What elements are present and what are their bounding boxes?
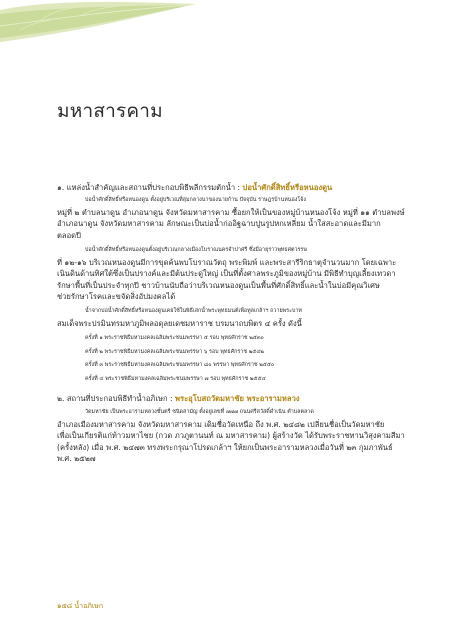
list-item: ครั้งที่ ๑ พระราชพิธีมหามงคลเฉลิมพระชนมพรรษา ๕ รอบ พุทธศักราช ๒๕๓๐ <box>85 335 264 341</box>
page-footer: ๑๕๘ น้ำอภิเษก <box>57 602 104 610</box>
section1-paragraph2-line3: เนินดินด้านทิศใต้ซึ่งเป็นปรางค์และมีต้นประดู่ใหญ่ เป็นที่ตั้งศาลพระภูมิของหมู่บ้าน มีพิธีทำบุญเลี้ยงเทวดา <box>57 269 396 278</box>
section1-paragraph2-line2: ที่ ๑๒-๑๖ บริเวณหนองดูนมีการขุดค้นพบโบราณวัตถุ พระพิมพ์ และพระสารีริกธาตุจำนวนมาก โดยเฉพาะ <box>57 257 397 267</box>
section2-paragraph-line4: (ครั้งหลัง) เมื่อ พ.ศ. ๒๔๗๓ ทรงพระกรุณาโปรดเกล้าฯ ให้ยกเป็นพระอารามหลวงเมื่อวันที่ ๒๓ กุมภาพันธ์ <box>57 442 393 452</box>
section1-paragraph3-line1: น้ำจากบ่อน้ำศักดิ์สิทธิ์หรือหนองดูนเคยใช้ในพิธีเสกน้ำพระพุทธมนต์เพื่อทูลเกล้าฯ ถวายพระบาท <box>85 308 302 314</box>
section1-paragraph2-line4: รักษาพื้นที่เป็นประจำทุกปี ชาวบ้านนับถือว่าบริเวณหนองดูนเป็นพื้นที่ศักดิ์สิทธิ์และน้ำในบ่อมีคุณวิเศษ <box>57 280 380 290</box>
list-item: ครั้งที่ ๓ พระราชพิธีมหามงคลเฉลิมพระชนมพรรษา ๘๐ พรรษา พุทธศักราช ๒๕๕๐ <box>85 362 275 368</box>
section2-paragraph-line3: เพื่อเป็นเกียรติแก่ท้าวมหาไชย (กวด ภวภูตานนท์ ณ มหาสารคาม) ผู้สร้างวัด ได้รับพระราชทานวิสุงคามสีมา <box>57 431 405 440</box>
section2-paragraph-line1: วัดมหาชัย เป็นพระอารามหลวงชั้นตรี ชนิดสามัญ ตั้งอยู่เลขที่ ๗๗๗ ถนนศรีสวัสดิ์ดำเนิน ตำบลตลาด <box>85 409 314 415</box>
section1-paragraph1-line3: อำเภอนาดูน จังหวัดมหาสารคาม ลักษณะเป็นบ่อน้ำก่ออิฐฉาบปูนรูปหกเหลี่ยม น้ำใสสะอาดและมีมาก <box>57 219 381 228</box>
page-title: มหาสารคาม <box>57 100 163 122</box>
section2-paragraph-line2: อำเภอเมืองมหาสารคาม จังหวัดมหาสารคาม เดิมชื่อวัดเหนือ ถึง พ.ศ. ๒๔๘๒ เปลี่ยนชื่อเป็นวัดมหาชัย <box>57 419 385 429</box>
section1-paragraph1-line1: บ่อน้ำศักดิ์สิทธิ์หรือหนองดูน ตั้งอยู่บริเวณที่ลุ่มกลางนาของนายก้าน ปัจจุบัน ราษฎรบ้านหนองโจ้ง <box>85 197 307 203</box>
section1-heading: ๑. แหล่งน้ำสำคัญและสถานที่ประกอบพิธีพลีกรรมตักน้ำ : บ่อน้ำศักดิ์สิทธิ์หรือหนองดูน <box>57 183 333 192</box>
section1-paragraph2-line5: ช่วยรักษาโรคและขจัดสิ่งอัปมงคลได้ <box>57 292 176 301</box>
section1-paragraph2-line1: บ่อน้ำศักดิ์สิทธิ์หรือหนองดูนตั้งอยู่บริเวณกลางเมืองโบราณนครจำปาศรี ซึ่งมีอายุราวพุทธศตวรรษ <box>85 247 307 253</box>
section1-paragraph1-line2: หมู่ที่ ๒ ตำบลนาดูน อำเภอนาดูน จังหวัดมหาสารคาม ซื้อยกให้เป็นของหมู่บ้านหนองโจ้ง หมู่ที่ ๑๑ ตำบลพงษ์ <box>57 207 405 217</box>
list-item: ครั้งที่ ๔ พระราชพิธีมหามงคลเฉลิมพระชนมพรรษา ๗ รอบ พุทธศักราช ๒๕๕๔ <box>85 375 266 382</box>
list-item: ครั้งที่ ๒ พระราชพิธีมหามงคลเฉลิมพระชนมพรรษา ๖ รอบ พุทธศักราช ๒๕๔๒ <box>85 348 264 355</box>
leaf-decoration-icon <box>0 0 196 42</box>
section2-paragraph-line5: พ.ศ. ๒๕๒๗ <box>57 454 96 463</box>
section2-heading: ๒. สถานที่ประกอบพิธีทำน้ำอภิเษก : พระอุโบสถวัดมหาชัย พระอารามหลวง <box>57 394 300 403</box>
section1-paragraph1-line4: ตลอดปี <box>57 230 81 240</box>
section1-paragraph3-line2: สมเด็จพระปรมินทรมหาภูมิพลอดุลยเดชมหาราช บรมนาถบพิตร ๔ ครั้ง ดังนี้ <box>57 318 302 328</box>
